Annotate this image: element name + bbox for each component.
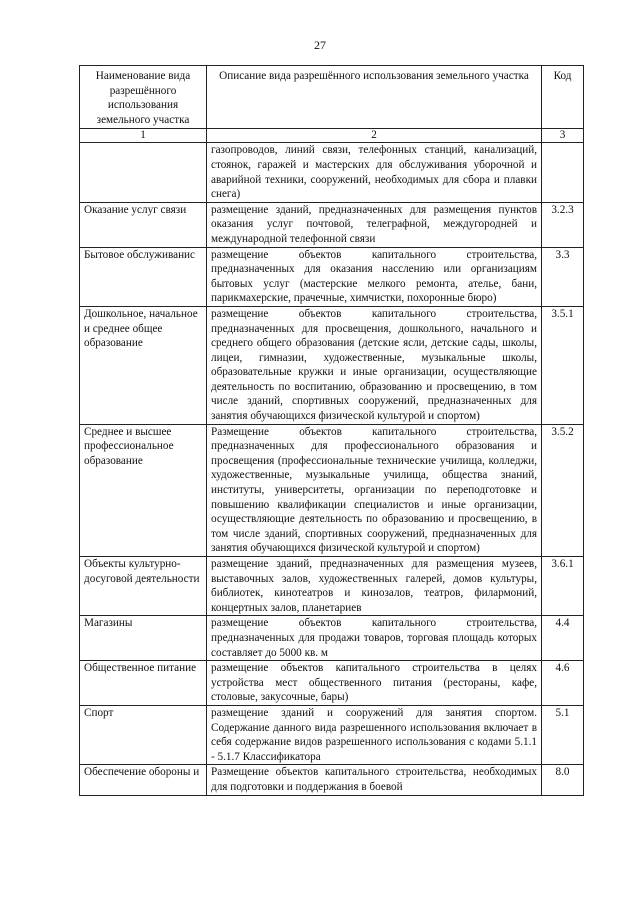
row-description: газопроводов, линий связи, телефонных станций, канализаций, стоянок, гаражей и мастерских для обслуживания уборочной и аварийной техники, сооружений, необходимых для сбора и плавки снега) [207, 143, 542, 202]
row-description: размещение объектов капитального строительства, предназначенных для просвещения, дошкольного, начального и среднего общего образования (детские ясли, детские сады, школы, лицеи, гимназии, художественные, музыкальные школы, образовательные кружки и иные организации, осуществляющие деятельность по воспитанию, образованию и просвещению, в том числе зданий, спортивных сооружений, предназначенных для занятия обучающихся физической культурой и спортом) [207, 306, 542, 424]
table-header-row [80, 66, 584, 129]
row-name: Магазины [80, 616, 207, 661]
page-number: 27 [314, 38, 326, 52]
row-code: 4.4 [542, 616, 584, 661]
row-description: размещение зданий, предназначенных для размещения пунктов оказания услуг почтовой, телеграфной, междугородней и международной телефонной связи [207, 202, 542, 247]
table-row [80, 247, 584, 306]
row-description: Размещение объектов капитального строительства, предназначенных для профессионального образования и просвещения (профессиональные технические училища, колледжи, художественные, музыкальные училища, общества знаний, институты, университеты, организации по переподготовке и повышению квалификации специалистов и иные организации, осуществляющие деятельность по образованию и просвещению, в том числе зданий, спортивных сооружений, предназначенных для занятия обучающихся физической культурой и спортом) [207, 424, 542, 556]
table-row [80, 705, 584, 764]
row-name: Обеспечение обороны и [80, 765, 207, 795]
row-name: Дошкольное, начальное и среднее общее образование [80, 306, 207, 424]
row-code: 3.5.2 [542, 424, 584, 556]
row-name: Оказание услуг связи [80, 202, 207, 247]
row-name: Спорт [80, 705, 207, 764]
row-code: 4.6 [542, 661, 584, 706]
land-use-table [79, 65, 584, 796]
row-code: 5.1 [542, 705, 584, 764]
row-code: 8.0 [542, 765, 584, 795]
table-row [80, 616, 584, 661]
row-description: размещение объектов капитального строительства в целях устройства мест общественного питания (рестораны, кафе, столовые, закусочные, бары) [207, 661, 542, 706]
column-number: 1 [80, 129, 207, 143]
row-description: Размещение объектов капитального строительства, необходимых для подготовки и поддержания в боевой [207, 765, 542, 795]
row-name [80, 143, 207, 202]
header-description: Описание вида разрешённого использования земельного участка [207, 66, 542, 129]
table-row [80, 306, 584, 424]
row-name: Объекты культурно-досуговой деятельности [80, 557, 207, 616]
table-row [80, 661, 584, 706]
row-code [542, 143, 584, 202]
row-code: 3.5.1 [542, 306, 584, 424]
row-code: 3.6.1 [542, 557, 584, 616]
row-description: размещение зданий, предназначенных для размещения музеев, выставочных залов, художественных галерей, домов культуры, библиотек, кинотеатров и кинозалов, театров, филармоний, концертных залов, планетариев [207, 557, 542, 616]
row-name: Среднее и высшее профессиональное образование [80, 424, 207, 556]
column-number: 2 [207, 129, 542, 143]
table-row [80, 143, 584, 202]
table-row [80, 557, 584, 616]
header-code: Код [542, 66, 584, 129]
row-description: размещение зданий и сооружений для занятия спортом. Содержание данного вида разрешенного использования включает в себя содержание видов разрешенного использования с кодами 5.1.1 - 5.1.7 Классификатора [207, 705, 542, 764]
table-row [80, 202, 584, 247]
row-description: размещение объектов капитального строительства, предназначенных для продажи товаров, торговая площадь которых составляет до 5000 кв. м [207, 616, 542, 661]
row-code: 3.2.3 [542, 202, 584, 247]
header-name: Наименование вида разрешённого использования земельного участка [80, 66, 207, 129]
row-description: размещение объектов капитального строительства, предназначенных для оказания насслению или организациям бытовых услуг (мастерские мелкого ремонта, ателье, бани, парикмахерские, прачечные, химчистки, похоронные бюро) [207, 247, 542, 306]
row-name: Общественное питание [80, 661, 207, 706]
column-number-row [80, 129, 584, 143]
table-row [80, 765, 584, 795]
row-name: Бытовое обслуживанис [80, 247, 207, 306]
row-code: 3.3 [542, 247, 584, 306]
column-number: 3 [542, 129, 584, 143]
table-row [80, 424, 584, 556]
